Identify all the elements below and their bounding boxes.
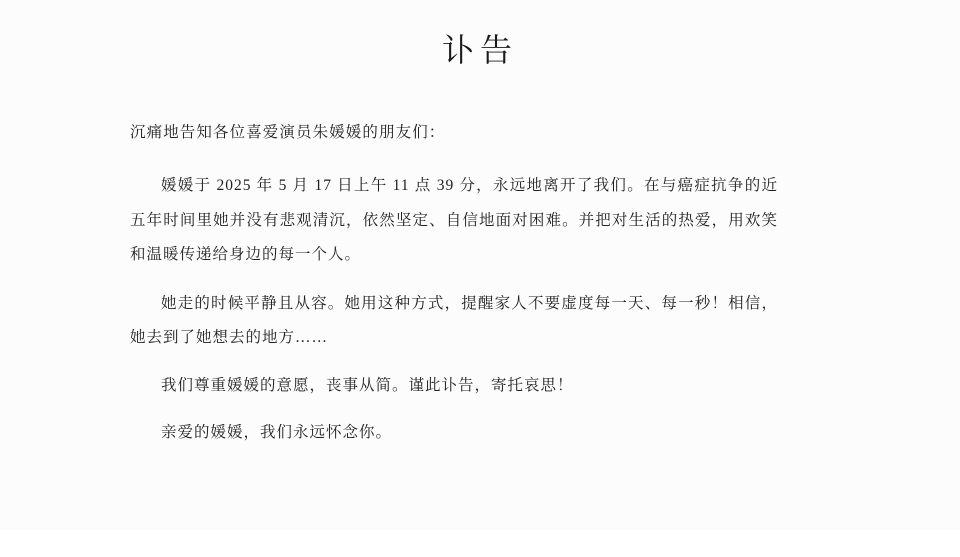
salutation-line: 沉痛地告知各位喜爱演员朱媛媛的朋友们： [130,124,446,141]
document-body [130,118,778,462]
paragraph-2: 她走的时候平静且从容。她用这种方式，提醒家人不要虚度每一天、每一秒！相信，她去到了她想去的地方…… [130,294,778,347]
page-title: 讣告 [441,32,518,69]
paragraph-1: 媛媛于 2025 年 5 月 17 日上午 11 点 39 分，永远地离开了我们。在与癌症抗争的近五年时间里她并没有悲观清沉，依然坚定、自信地面对困难。并把对生活的热爱，用欢笑和温暖传递给身边的每一个人。 [130,177,778,264]
paragraph-4: 亲爱的媛媛，我们永远怀念你。 [161,423,393,441]
page-bottom-margin [0,530,960,557]
paragraph-3: 我们尊重媛媛的意愿，丧事从简。谨此讣告，寄托哀思！ [161,377,574,395]
